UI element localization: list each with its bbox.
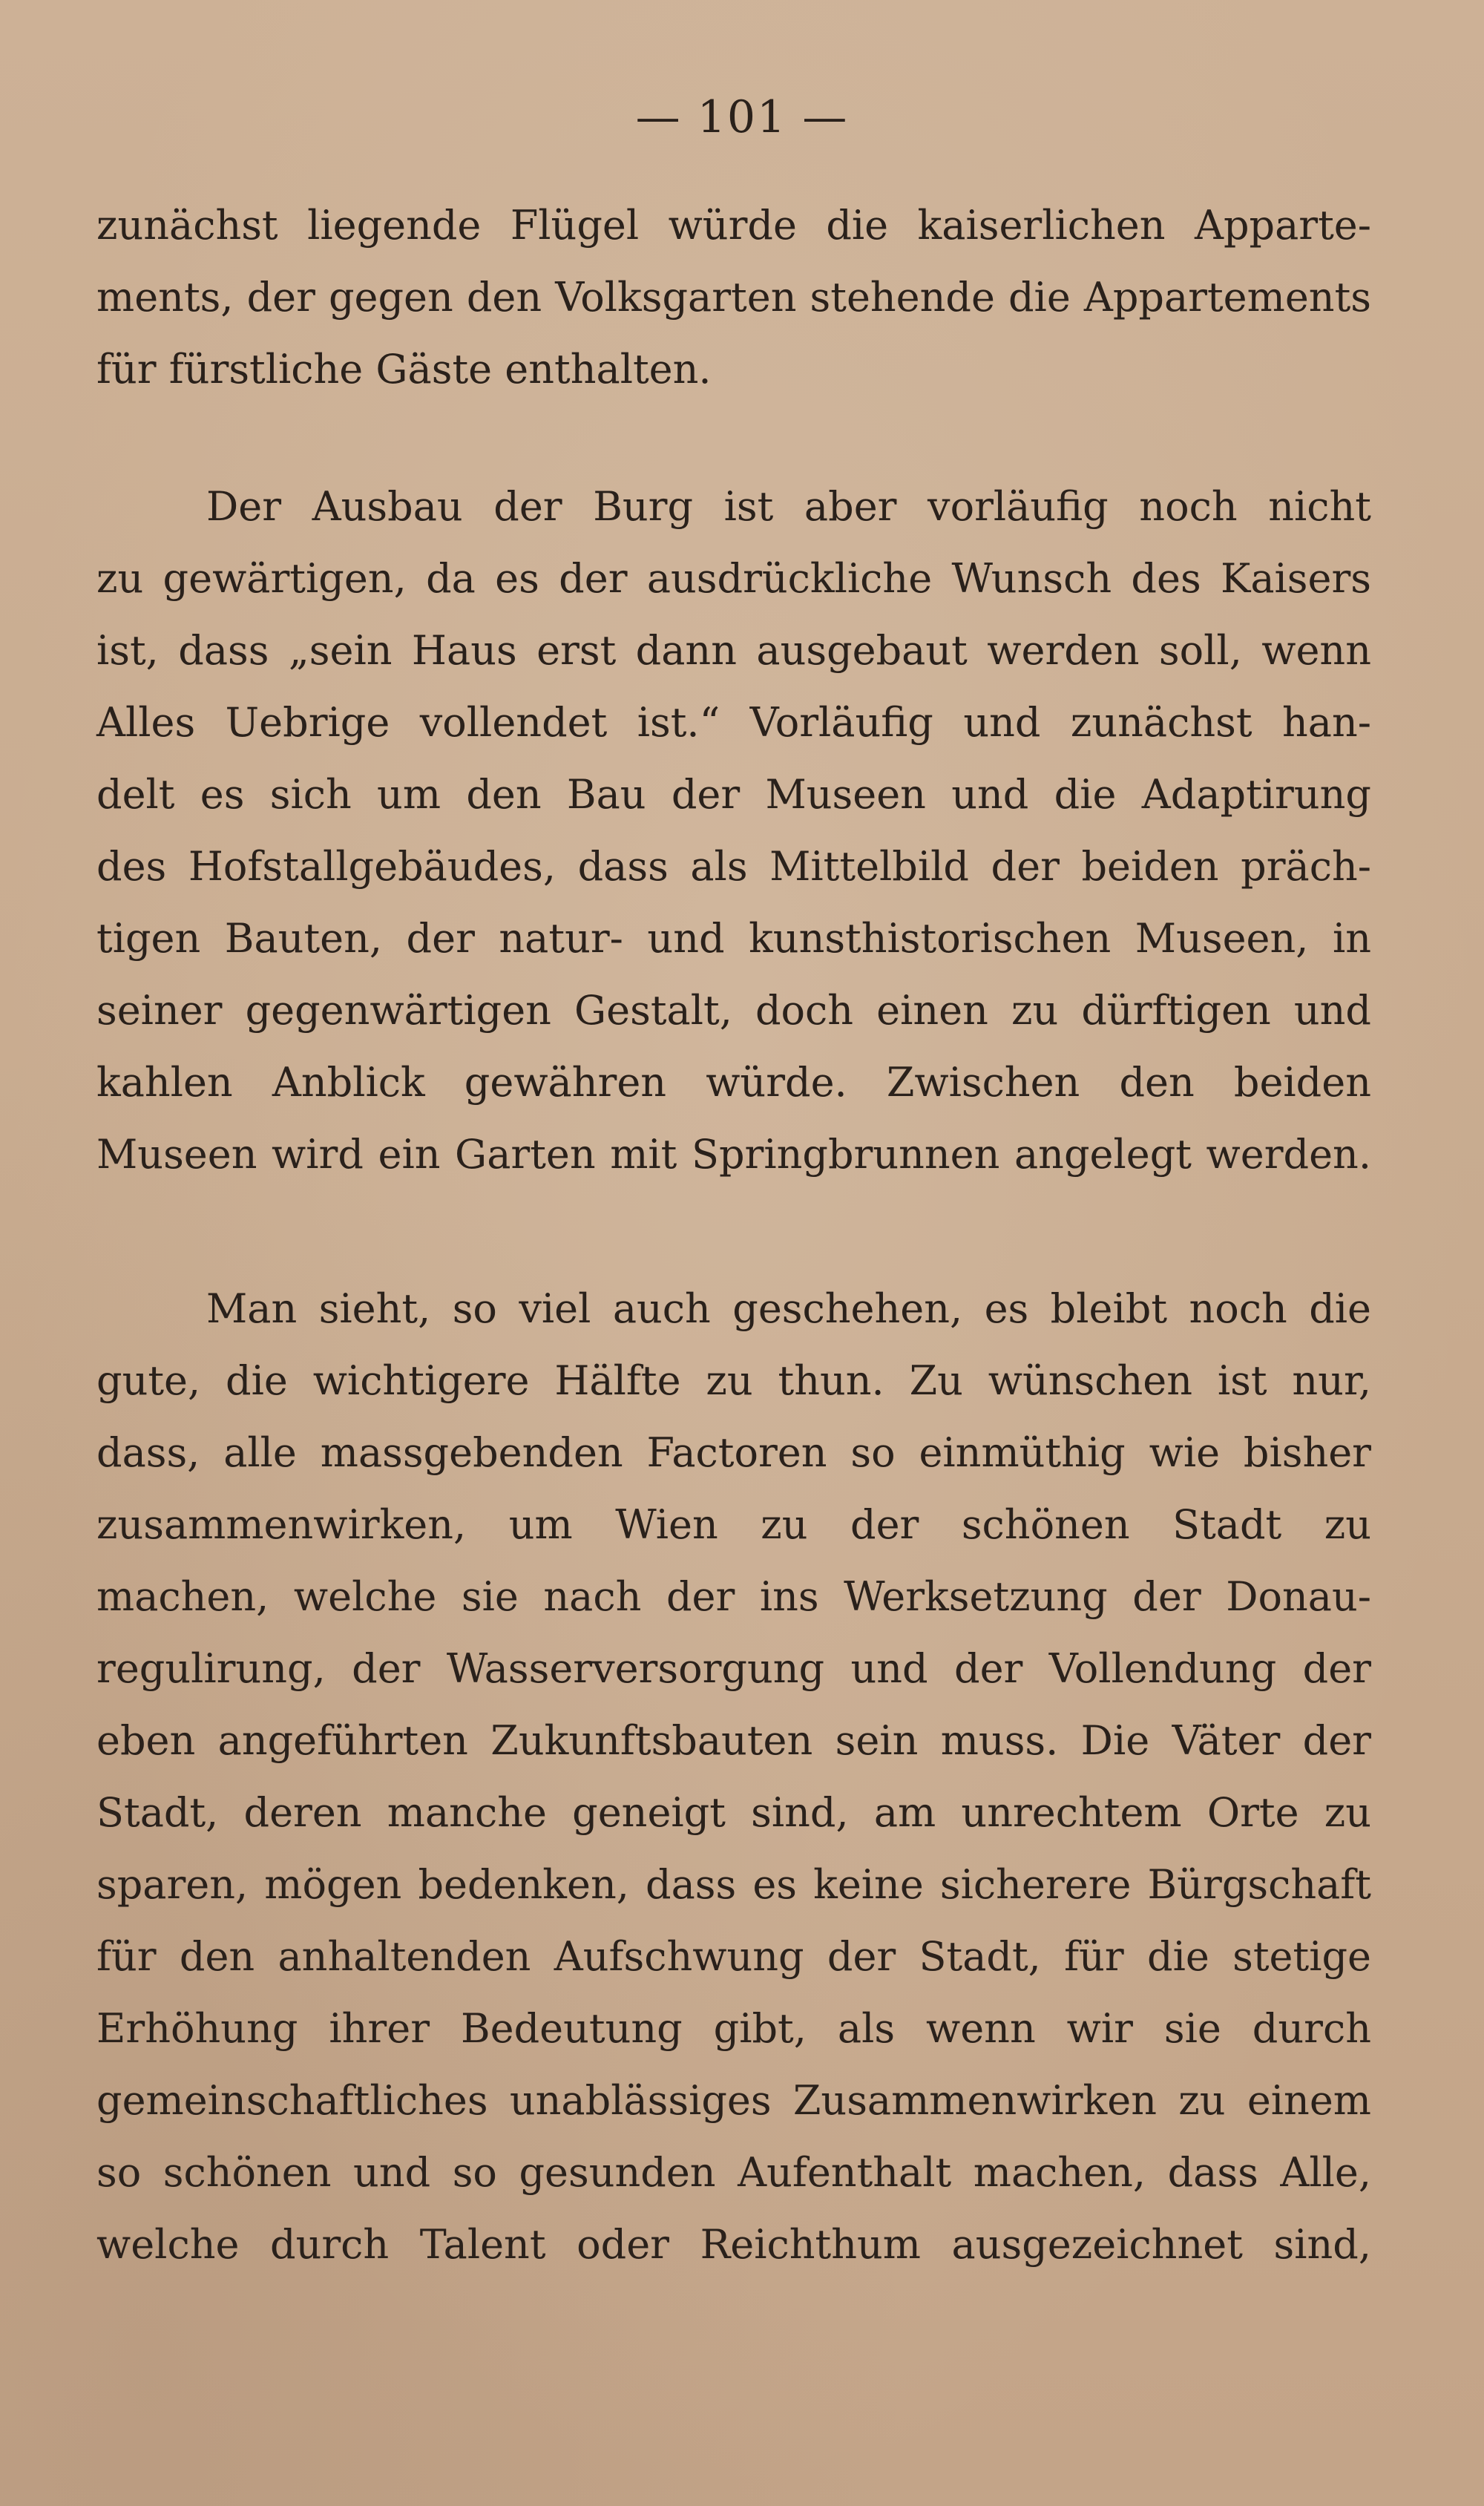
- text-line: kahlen Anblick gewähren würde. Zwischen den beiden: [96, 1059, 1371, 1106]
- paragraph-1: [96, 189, 1371, 405]
- text-line: Erhöhung ihrer Bedeutung gibt, als wenn wir sie durch: [96, 2005, 1371, 2052]
- text-line: für fürstliche Gäste enthalten.: [96, 346, 712, 393]
- text-line: dass, alle massgebenden Factoren so einmüthig wie bisher: [96, 1429, 1371, 1476]
- text-line: Alles Uebrige vollendet ist.“ Vorläufig und zunächst han-: [96, 699, 1371, 746]
- text-line: für den anhaltenden Aufschwung der Stadt, für die stetige: [96, 1933, 1371, 1980]
- text-line: Museen wird ein Garten mit Springbrunnen angelegt werden.: [96, 1131, 1371, 1178]
- text-line: Stadt, deren manche geneigt sind, am unrechtem Orte zu: [96, 1789, 1371, 1836]
- text-line: gemeinschaftliches unablässiges Zusammenwirken zu einem: [96, 2077, 1371, 2124]
- text-line: zu gewärtigen, da es der ausdrückliche Wunsch des Kaisers: [96, 555, 1371, 602]
- text-line: delt es sich um den Bau der Museen und die Adaptirung: [96, 771, 1371, 818]
- text-line: Man sieht, so viel auch geschehen, es bleibt noch die: [206, 1285, 1371, 1332]
- text-line: Der Ausbau der Burg ist aber vorläufig noch nicht: [206, 483, 1371, 530]
- text-line: tigen Bauten, der natur- und kunsthistorischen Museen, in: [96, 915, 1371, 962]
- text-line: sparen, mögen bedenken, dass es keine sicherere Bürgschaft: [96, 1861, 1371, 1908]
- text-line: ments, der gegen den Volksgarten stehende die Appartements: [96, 274, 1371, 321]
- page-number: — 101 —: [635, 91, 849, 143]
- text-line: regulirung, der Wasserversorgung und der Vollendung der: [96, 1645, 1371, 1692]
- text-line: eben angeführten Zukunftsbauten sein muss. Die Väter der: [96, 1717, 1371, 1764]
- paragraph-2: [96, 470, 1371, 1190]
- text-line: gute, die wichtigere Hälfte zu thun. Zu wünschen ist nur,: [96, 1357, 1371, 1404]
- text-line: des Hofstallgebäudes, dass als Mittelbild der beiden präch-: [96, 843, 1371, 890]
- text-line: seiner gegenwärtigen Gestalt, doch einen zu dürftigen und: [96, 987, 1371, 1034]
- text-line: zusammenwirken, um Wien zu der schönen Stadt zu: [96, 1501, 1371, 1548]
- text-line: machen, welche sie nach der ins Werksetzung der Donau-: [96, 1573, 1371, 1620]
- paragraph-3: [96, 1273, 1371, 2280]
- text-line: welche durch Talent oder Reichthum ausgezeichnet sind,: [96, 2221, 1371, 2268]
- text-line: zunächst liegende Flügel würde die kaiserlichen Apparte-: [96, 202, 1371, 249]
- text-line: so schönen und so gesunden Aufenthalt machen, dass Alle,: [96, 2149, 1371, 2196]
- text-line: ist, dass „sein Haus erst dann ausgebaut werden soll, wenn: [96, 627, 1371, 674]
